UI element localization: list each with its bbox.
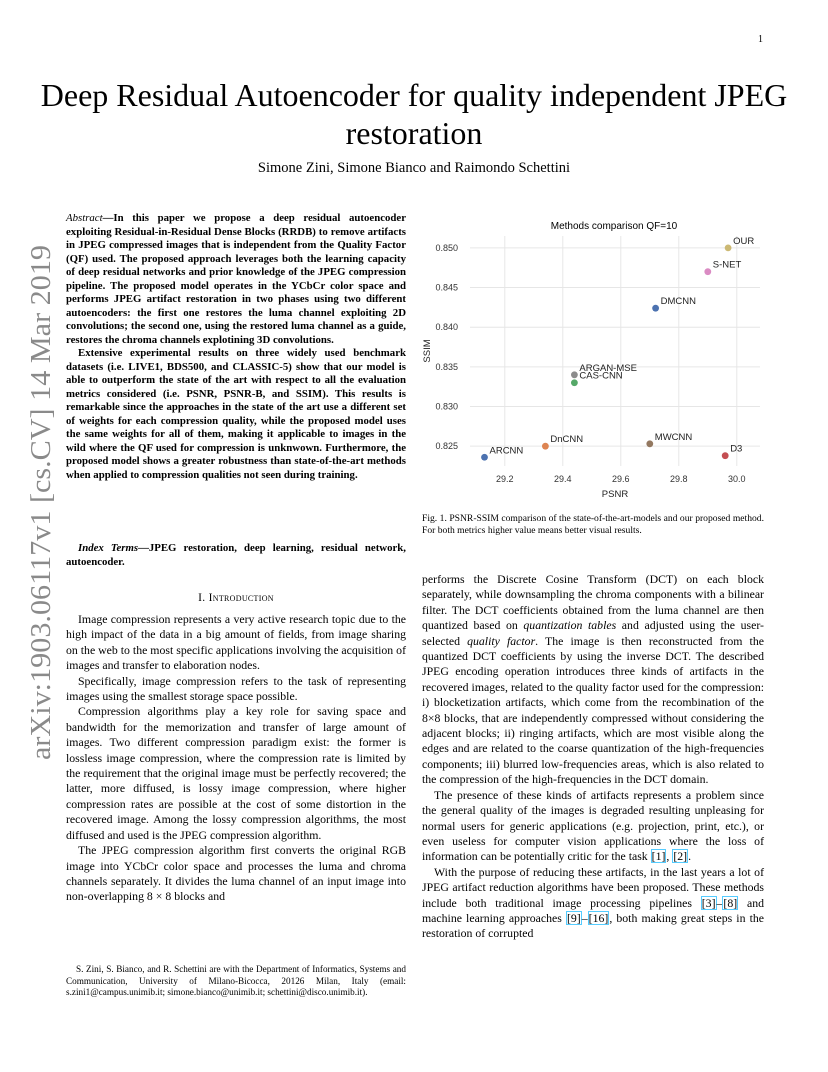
abstract-paragraph-1: Abstract—In this paper we propose a deep residual autoencoder exploiting Residual-in-Residual Dense Blocks (RRDB) to remove artifacts in JPEG compressed images that is independent from the Quality Factor (QF) used. The proposed approach leverages both the learning capacity of deep residual networks and prior knowledge of the JPEG compression pipeline. The proposed model operates in the YCbCr color space and performs JPEG artifact restoration in two phases using two different autoencoders: the first one restores the luma channel exploiting 2D convolutions; the second one, using the restored luma channel as a guide, restores the chroma channels explotining 3D convolutions. (66, 212, 406, 346)
index-terms-lead: Index Terms (78, 542, 139, 554)
data-point-cas-cnn (571, 379, 578, 386)
emphasis-quantization-tables: quantization tables (523, 618, 617, 633)
abstract (66, 212, 406, 482)
intro-paragraph: Compression algorithms play a key role for saving space and bandwidth for the memorization and transfer of large amount of images. Two different compression paradigm exist: the former is lossless image compression, where the compression rate is limited by the requirement that the original image must be perfectly recovered; the latter, more diffused, is lossy image compression, where higher compression rates are possible at the cost of some distortion in the recovered image. Among the lossy compression algorithms, the most diffused and used is the JPEG compression algorithm. (66, 704, 406, 842)
y-tick-label: 0.825 (435, 441, 458, 452)
citation-link-2[interactable]: [2] (673, 849, 688, 864)
citation-link-3[interactable]: [3] (701, 895, 716, 910)
data-point-d3 (722, 452, 729, 459)
figure-caption: Fig. 1. PSNR-SSIM comparison of the state-of-the-art-models and our proposed method. For both metrics higher value means better visual results. (422, 513, 764, 537)
author-footnote: S. Zini, S. Bianco, and R. Schettini are with the Department of Informatics, Systems and Communication, University of Milano-Bicocca, 20126 Milan, Italy (email: s.zini1@campus.unimib.it; simone.bianco@unimib.it; schettini@disco.unimib.it). (66, 964, 406, 998)
page-number: 1 (758, 34, 763, 45)
citation-link-8[interactable]: [8] (723, 895, 738, 910)
arxiv-identifier-stamp (10, 240, 60, 760)
intro-left-column (66, 612, 406, 905)
data-point-label: ARCNN (489, 445, 524, 457)
citation-link-9[interactable]: [9] (566, 910, 581, 925)
intro-paragraph (422, 572, 764, 788)
data-point-dmcnn (652, 305, 659, 312)
text-span: – (716, 895, 723, 910)
data-point-label: MWCNN (654, 431, 693, 443)
y-axis-label: SSIM (422, 339, 433, 363)
intro-paragraph (422, 865, 764, 942)
text-span: . The image is then reconstructed from the quantized DCT coefficients by using the inverse DCT. The described JPEG encoding operation introduces three kinds of artifacts in the recovered images, related to the quality factor used for the compression: i) blocketization artifacts, which come from the recombination of the 8×8 blocks, that are independently compressed without considering the adjacent blocks; ii) ringing artifacts, which are most visible along the edges and are related to the coarse quantization of the high-frequencies components; iii) blurred low-frequencies areas, which is also related to the compression of the high-frequencies in the DCT domain. (422, 633, 764, 787)
paper-title: Deep Residual Autoencoder for quality independent JPEG restoration (40, 77, 788, 151)
data-point-argan-mse (571, 371, 578, 378)
data-point-label: S-NET (712, 259, 742, 271)
y-tick-label: 0.845 (435, 282, 458, 293)
intro-paragraph: Image compression represents a very active research topic due to the high impact of the data in a big amount of fields, from image sharing on the web to the most specific applications involving the acquisition of images and transfer to elaboration nodes. (66, 612, 406, 673)
text-span: – (581, 910, 588, 925)
y-tick-label: 0.840 (435, 322, 458, 333)
intro-right-column (422, 572, 764, 942)
emphasis-quality-factor: quality factor (467, 633, 536, 648)
data-point-dncnn (542, 443, 549, 450)
y-tick-label: 0.830 (435, 401, 458, 412)
index-terms-text: JPEG restoration, deep learning, residual network, autoencoder. (66, 542, 406, 568)
text-span: performs the Discrete Cosine Transform (DCT) on each block separately, while downsampling the chroma components with a bilinear filter. The DCT coefficients obtained from the luma channel are then quantized based on (422, 572, 764, 633)
data-point-label: OUR (733, 235, 755, 247)
section-heading (66, 592, 406, 604)
section-title: Introduction (208, 592, 274, 604)
index-terms: Index Terms—JPEG restoration, deep learning, residual network, autoencoder. (66, 542, 406, 568)
text-span: With the purpose of reducing these artifacts, in the last years a lot of JPEG artifact reduction algorithms have been proposed. These methods include both traditional image processing pipelines (422, 864, 764, 910)
text-span: and adjusted using the user-selected (422, 618, 764, 648)
psnr-ssim-scatter-chart (420, 214, 764, 514)
data-point-label: DMCNN (660, 296, 696, 308)
y-tick-label: 0.835 (435, 361, 458, 372)
data-point-label: CAS-CNN (579, 370, 623, 382)
citation-link-16[interactable]: [16] (588, 910, 609, 925)
data-point-our (725, 244, 732, 251)
abstract-paragraph-2: Extensive experimental results on three widely used benchmark datasets (i.e. LIVE1, BDS500, and CLASSIC-5) show that our model is able to outperform the state of the art with respect to all the evaluation metrics considered (i.e. PSNR, PSNR-B, and SSIM). This results is remarkable since the approaches in the state of the art use a different set of weights for each compression quality, while the proposed model uses the same weights for all of them, making it applicable to images in the wild where the QF used for compression is unknwown. Furthermore, the proposed model shows a greater robustness than state-of-the-art methods when applied to compression qualities not seen during training. (66, 347, 406, 481)
section-number: I. (198, 592, 206, 604)
text-span: The presence of these kinds of artifacts represents a problem since the general quality of the images is degraded resulting unpleasing for normal users for generic applications (e.g. projection, print, etc.), or even useless for computer vision applications where the loss of information can be potentially critic for the task (422, 787, 764, 864)
x-tick-label: 29.6 (612, 474, 630, 484)
text-span: , both making great steps in the restoration of corrupted (422, 910, 765, 941)
text-span: , (666, 849, 673, 864)
intro-paragraph: Specifically, image compression refers to the task of representing images using the smallest storage space possible. (66, 673, 406, 704)
text-span: and machine learning approaches (422, 895, 765, 925)
x-tick-label: 29.4 (554, 474, 572, 484)
x-axis-label: PSNR (601, 489, 629, 500)
text-span: . (688, 849, 692, 864)
arxiv-stamp-text: arXiv:1903.06117v1 [cs.CV] 14 Mar 2019 (25, 264, 57, 760)
data-point-s-net (704, 268, 711, 275)
chart-title: Methods comparison QF=10 (550, 221, 678, 232)
x-tick-label: 29.2 (496, 474, 514, 484)
x-tick-label: 29.8 (670, 474, 688, 484)
abstract-lead: Abstract (66, 212, 103, 224)
data-point-mwcnn (646, 440, 653, 447)
data-point-label: D3 (730, 443, 743, 455)
intro-paragraph (422, 788, 764, 865)
data-point-label: ARGAN-MSE (579, 362, 637, 374)
abstract-text-1: In this paper we propose a deep residual autoencoder exploiting Residual-in-Residual Dense Blocks (RRDB) to remove artifacts in JPEG compressed images that is independent from the Quality Factor (QF) used. The proposed approach leverages both the learning capacity of deep residual networks and prior knowledge of the JPEG compression pipeline. The proposed model operates in the YCbCr color space and performs JPEG artifact restoration in two phases using two different autoencoders: the first one restores the luma channel exploiting 2D convolutions; the second one, using the restored luma channel as a guide, restores the chroma channels explotining 3D convolutions. (66, 212, 406, 346)
citation-link-1[interactable]: [1] (651, 849, 666, 864)
x-tick-label: 30.0 (728, 474, 746, 484)
paper-authors: Simone Zini, Simone Bianco and Raimondo Schettini (257, 160, 571, 176)
data-point-label: DnCNN (550, 434, 584, 446)
data-point-arcnn (481, 454, 488, 461)
intro-paragraph: The JPEG compression algorithm first converts the original RGB image into YCbCr color space and processes the luma and chroma channels separately. It divides the luma channel of an input image into non-overlapping 8 × 8 blocks and (66, 843, 406, 904)
y-tick-label: 0.850 (435, 242, 458, 253)
